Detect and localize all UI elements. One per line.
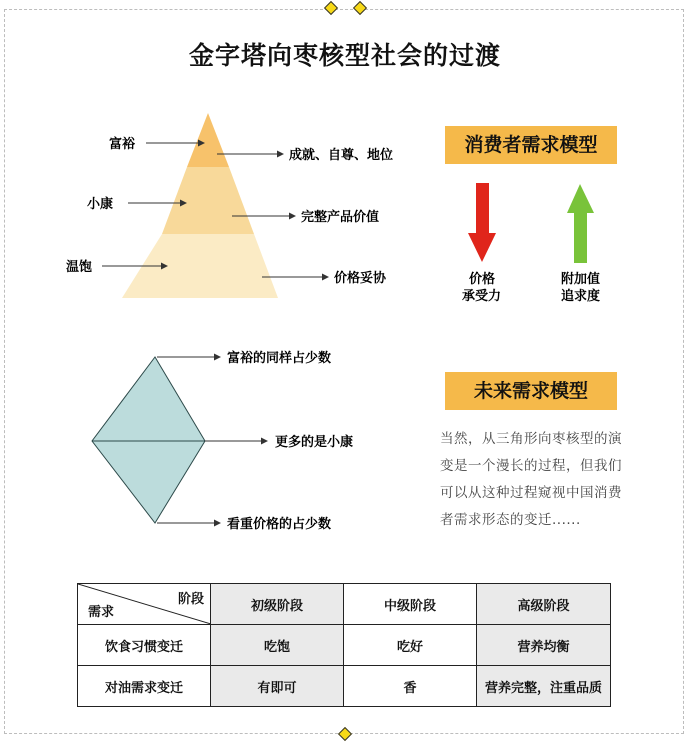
up-label-line2: 追求度 <box>561 289 601 304</box>
row-label-oil: 对油需求变迁 <box>78 666 211 707</box>
diamond-label-top: 富裕的同样占少数 <box>227 351 332 366</box>
down-label-line2: 承受力 <box>462 289 502 304</box>
pyramid-layer-rich <box>187 113 229 167</box>
table-row <box>78 666 611 707</box>
pyramid-label-value: 完整产品价值 <box>301 210 380 225</box>
table-header-row <box>78 584 611 625</box>
pyramid-label-basic: 温饱 <box>66 260 93 275</box>
table-row <box>78 625 611 666</box>
future-model-title: 未来需求模型 <box>445 372 617 410</box>
cell-diet-primary: 吃饱 <box>211 625 344 666</box>
pyramid-label-rich: 富裕 <box>109 137 136 152</box>
cell-diet-advanced: 营养均衡 <box>477 625 611 666</box>
pyramid-layer-moderate <box>162 167 254 234</box>
header-advanced-stage: 高级阶段 <box>477 584 611 625</box>
future-model-paragraph: 当然，从三角形向枣核型的演变是一个漫长的过程，但我们可以从这种过程窥视中国消费者需求形态的变迁...... <box>440 431 622 528</box>
cell-diet-middle: 吃好 <box>344 625 477 666</box>
consumer-model-title: 消费者需求模型 <box>445 126 617 164</box>
cell-oil-middle: 香 <box>344 666 477 707</box>
arrow-up-icon <box>567 184 594 263</box>
pyramid-label-price: 价格妥协 <box>334 271 387 286</box>
corner-label-demand: 需求 <box>88 605 115 620</box>
diamond-label-bottom: 看重价格的占少数 <box>227 517 332 532</box>
cell-oil-primary: 有即可 <box>211 666 344 707</box>
up-label-line1: 附加值 <box>561 272 601 287</box>
table-corner-cell <box>78 584 211 625</box>
stages-table <box>77 583 611 707</box>
page-title: 金字塔向枣核型社会的过渡 <box>188 41 501 70</box>
row-label-diet: 饮食习惯变迁 <box>78 625 211 666</box>
cell-oil-advanced: 营养完整，注重品质 <box>477 666 611 707</box>
arrow-down-icon <box>468 183 496 262</box>
header-primary-stage: 初级阶段 <box>211 584 344 625</box>
pyramid-label-status: 成就、自尊、地位 <box>289 148 394 163</box>
corner-label-stage: 阶段 <box>177 592 204 607</box>
diamond-label-middle: 更多的是小康 <box>275 435 354 450</box>
down-label-line1: 价格 <box>469 272 496 287</box>
diamond-shape <box>92 357 205 523</box>
pyramid-label-moderate: 小康 <box>87 197 114 212</box>
header-middle-stage: 中级阶段 <box>344 584 477 625</box>
